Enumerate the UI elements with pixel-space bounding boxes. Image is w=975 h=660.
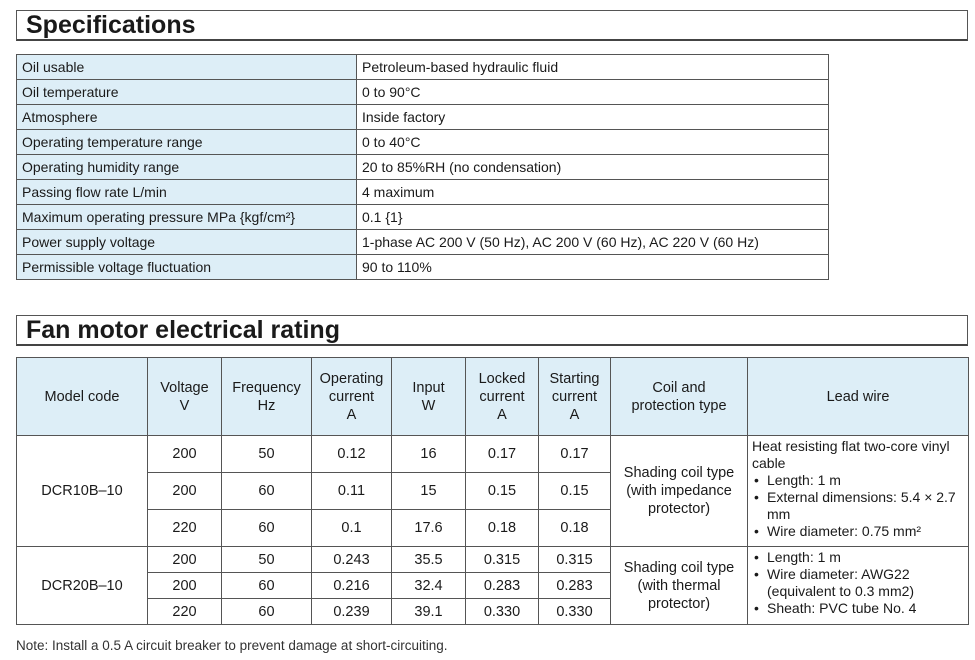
table-row [17, 547, 969, 573]
column-header-line: current [328, 388, 375, 405]
table-cell: 15 [392, 473, 466, 510]
spec-label: Maximum operating pressure MPa {kgf/cm²} [17, 205, 357, 230]
table-cell: 50 [222, 436, 312, 473]
table-cell: 0.18 [466, 510, 539, 547]
column-header-line: Coil and [652, 379, 706, 396]
spec-value: 0 to 90°C [357, 80, 829, 105]
table-cell: 0.243 [312, 547, 392, 573]
column-header [466, 358, 539, 436]
spec-row [17, 80, 829, 105]
table-cell: 220 [148, 510, 222, 547]
table-cell: 17.6 [392, 510, 466, 547]
column-header-line: current [479, 388, 525, 405]
model-code: DCR20B–10 [17, 547, 148, 625]
column-header-line: current [551, 388, 598, 405]
spec-label: Operating temperature range [17, 130, 357, 155]
spec-value: Inside factory [357, 105, 829, 130]
column-header [17, 358, 148, 436]
table-cell: 0.315 [466, 547, 539, 573]
column-header-line: A [497, 406, 507, 423]
spec-value: 1-phase AC 200 V (50 Hz), AC 200 V (60 Hz), AC 220 V (60 Hz) [357, 230, 829, 255]
spec-row [17, 105, 829, 130]
table-cell: 0.15 [466, 473, 539, 510]
spec-value: Petroleum-based hydraulic fluid [357, 55, 829, 80]
column-header-line: W [421, 397, 436, 414]
column-header [748, 358, 969, 436]
column-header-line: Locked [478, 370, 526, 387]
spec-row [17, 155, 829, 180]
table-cell: 16 [392, 436, 466, 473]
coil-protection-type [611, 436, 748, 547]
table-cell: 0.15 [539, 473, 611, 510]
table-cell: 0.239 [312, 599, 392, 625]
spec-row [17, 55, 829, 80]
table-cell: 0.283 [466, 573, 539, 599]
spec-value: 4 maximum [357, 180, 829, 205]
coil-line: (with impedance [626, 483, 732, 499]
column-header-line: Starting [549, 370, 600, 387]
spec-row [17, 230, 829, 255]
lead-wire-item: • Wire diameter: AWG22 (equivalent to 0.3 mm2) [752, 566, 964, 600]
table-cell: 39.1 [392, 599, 466, 625]
spec-row [17, 130, 829, 155]
table-cell: 0.17 [539, 436, 611, 473]
spec-value: 20 to 85%RH (no condensation) [357, 155, 829, 180]
spec-value: 0 to 40°C [357, 130, 829, 155]
fan-motor-table [16, 357, 969, 625]
column-header [539, 358, 611, 436]
spec-row [17, 205, 829, 230]
column-header-line: protection type [631, 397, 727, 414]
table-cell: 0.18 [539, 510, 611, 547]
table-cell: 0.12 [312, 436, 392, 473]
spec-label: Operating humidity range [17, 155, 357, 180]
table-cell: 200 [148, 436, 222, 473]
spec-label: Oil usable [17, 55, 357, 80]
spec-row [17, 180, 829, 205]
table-row [17, 436, 969, 473]
column-header-line: Lead wire [826, 388, 890, 405]
fan-motor-heading: Fan motor electrical rating [16, 315, 968, 346]
lead-wire-item: • Sheath: PVC tube No. 4 [752, 600, 964, 617]
table-cell: 200 [148, 547, 222, 573]
coil-line: (with thermal [637, 577, 721, 594]
spec-label: Oil temperature [17, 80, 357, 105]
coil-line: Shading coil type [623, 559, 735, 576]
model-code: DCR10B–10 [17, 436, 148, 547]
note-text: Note: Install a 0.5 A circuit breaker to prevent damage at short-circuiting. [16, 638, 448, 653]
table-cell: 200 [148, 573, 222, 599]
table-cell: 35.5 [392, 547, 466, 573]
spec-label: Passing flow rate L/min [17, 180, 357, 205]
column-header [392, 358, 466, 436]
column-header-line: Frequency [232, 379, 301, 396]
lead-wire-list [752, 549, 964, 617]
spec-label: Power supply voltage [17, 230, 357, 255]
table-cell: 0.17 [466, 436, 539, 473]
lead-wire-item: • Length: 1 m [752, 549, 964, 566]
coil-line: protector) [647, 595, 711, 612]
table-cell: 32.4 [392, 573, 466, 599]
lead-wire-item: • External dimensions: 5.4 × 2.7 mm [752, 489, 964, 523]
table-cell: 0.315 [539, 547, 611, 573]
column-header-line: Hz [257, 397, 276, 414]
table-cell: 60 [222, 599, 312, 625]
column-header-line: Operating [319, 370, 384, 387]
table-cell: 60 [222, 510, 312, 547]
lead-wire-cell [748, 547, 969, 625]
lead-wire-item: • Wire diameter: 0.75 mm² [752, 523, 964, 540]
spec-row [17, 255, 829, 280]
table-cell: 60 [222, 573, 312, 599]
lead-wire-list [752, 472, 964, 540]
specifications-table [16, 54, 829, 280]
column-header-line: A [569, 406, 580, 423]
table-cell: 0.11 [312, 473, 392, 510]
spec-label: Permissible voltage fluctuation [17, 255, 357, 280]
lead-wire-item: • Length: 1 m [752, 472, 964, 489]
lead-wire-intro: Heat resisting flat two-core vinyl cable [752, 438, 950, 471]
table-cell: 50 [222, 547, 312, 573]
coil-line: protector) [647, 501, 711, 517]
table-cell: 0.216 [312, 573, 392, 599]
specifications-heading: Specifications [16, 10, 968, 41]
coil-protection-type [611, 547, 748, 625]
coil-line: Shading coil type [623, 465, 735, 481]
spec-label: Atmosphere [17, 105, 357, 130]
table-cell: 200 [148, 473, 222, 510]
table-cell: 0.330 [466, 599, 539, 625]
table-cell: 0.283 [539, 573, 611, 599]
spec-value: 90 to 110% [357, 255, 829, 280]
table-cell: 60 [222, 473, 312, 510]
column-header [222, 358, 312, 436]
table-cell: 0.330 [539, 599, 611, 625]
column-header-line: A [346, 406, 357, 423]
spec-value: 0.1 {1} [357, 205, 829, 230]
column-header [312, 358, 392, 436]
column-header [148, 358, 222, 436]
column-header-line: Model code [44, 388, 120, 405]
column-header [611, 358, 748, 436]
table-cell: 0.1 [312, 510, 392, 547]
lead-wire-cell [748, 436, 969, 547]
column-header-line: V [179, 397, 190, 414]
column-header-line: Voltage [160, 379, 209, 396]
column-header-line: Input [412, 379, 445, 396]
table-cell: 220 [148, 599, 222, 625]
